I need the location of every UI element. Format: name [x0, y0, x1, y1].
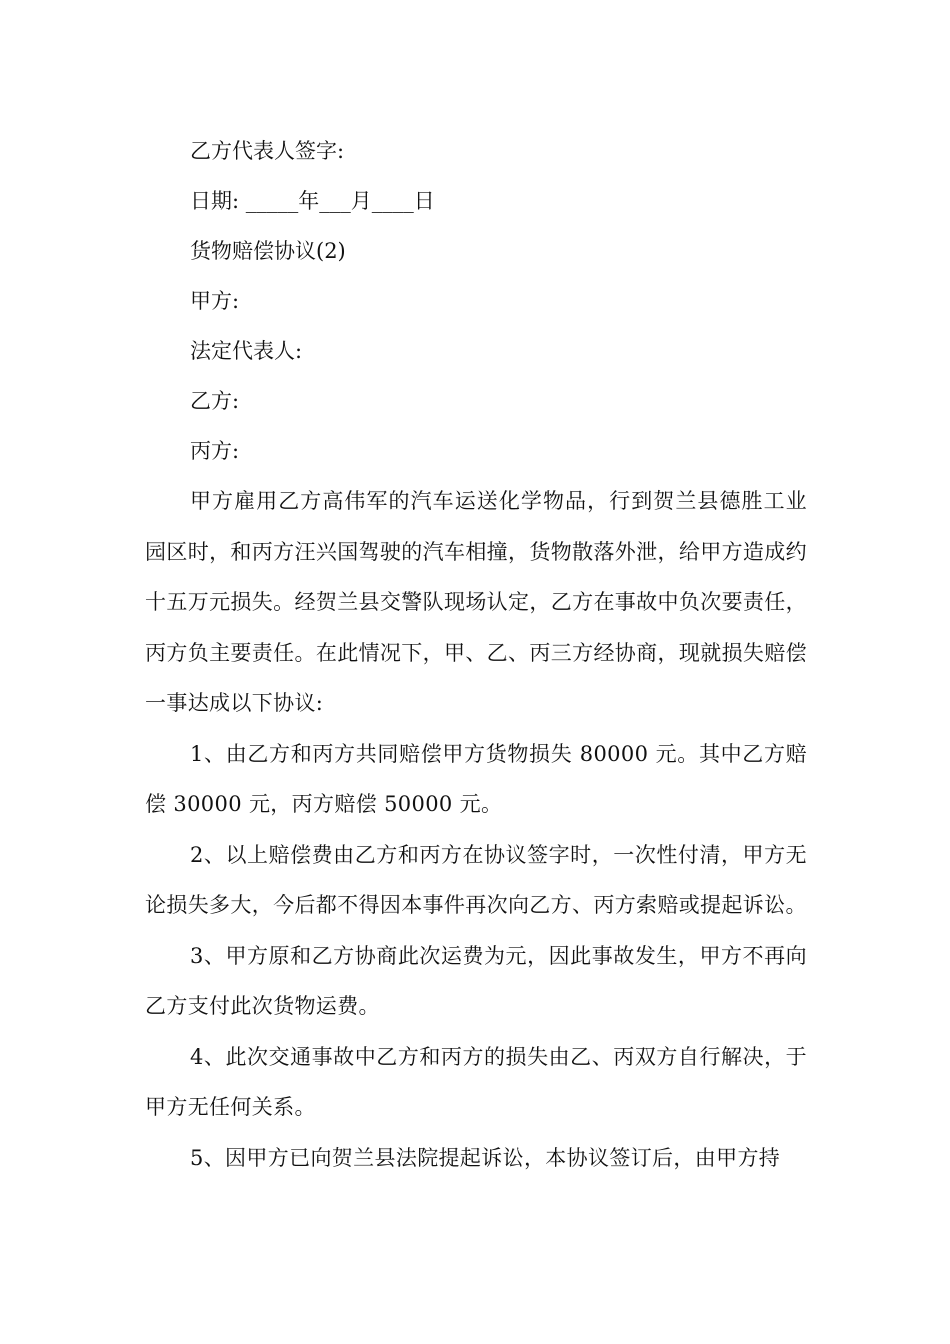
background-paragraph: 甲方雇用乙方高伟军的汽车运送化学物品，行到贺兰县德胜工业园区时，和丙方汪兴国驾驶的汽车相撞，货物散落外泄，给甲方造成约十五万元损失。经贺兰县交警队现场认定，乙方在事故中负次要责任，丙方负主要责任。在此情况下，甲、乙、丙三方经协商，现就损失赔偿一事达成以下协议: — [145, 489, 807, 715]
clause-2: 2、以上赔偿费由乙方和丙方在协议签字时，一次性付清，甲方无论损失多大，今后都不得因本事件再次向乙方、丙方索赔或提起诉讼。 — [145, 842, 807, 917]
document-body — [145, 126, 807, 1183]
clause-3: 3、甲方原和乙方协商此次运费为元，因此事故发生，甲方不再向乙方支付此次货物运费。 — [145, 943, 807, 1018]
agreement-title: 货物赔偿协议(2) — [190, 239, 346, 263]
party-c-line: 丙方: — [190, 439, 240, 463]
date-line: 日期: _____年___月____日 — [190, 189, 435, 213]
clause-5: 5、因甲方已向贺兰县法院提起诉讼，本协议签订后，由甲方持 — [190, 1145, 781, 1170]
representative-signature-line: 乙方代表人签字: — [190, 139, 345, 163]
party-b-line: 乙方: — [190, 389, 240, 413]
legal-representative-line: 法定代表人: — [190, 339, 303, 363]
clause-1: 1、由乙方和丙方共同赔偿甲方货物损失 80000 元。其中乙方赔偿 30000 元，丙方赔偿 50000 元。 — [145, 741, 807, 816]
clause-4: 4、此次交通事故中乙方和丙方的损失由乙、丙双方自行解决，于甲方无任何关系。 — [145, 1044, 807, 1119]
party-a-line: 甲方: — [190, 289, 240, 313]
